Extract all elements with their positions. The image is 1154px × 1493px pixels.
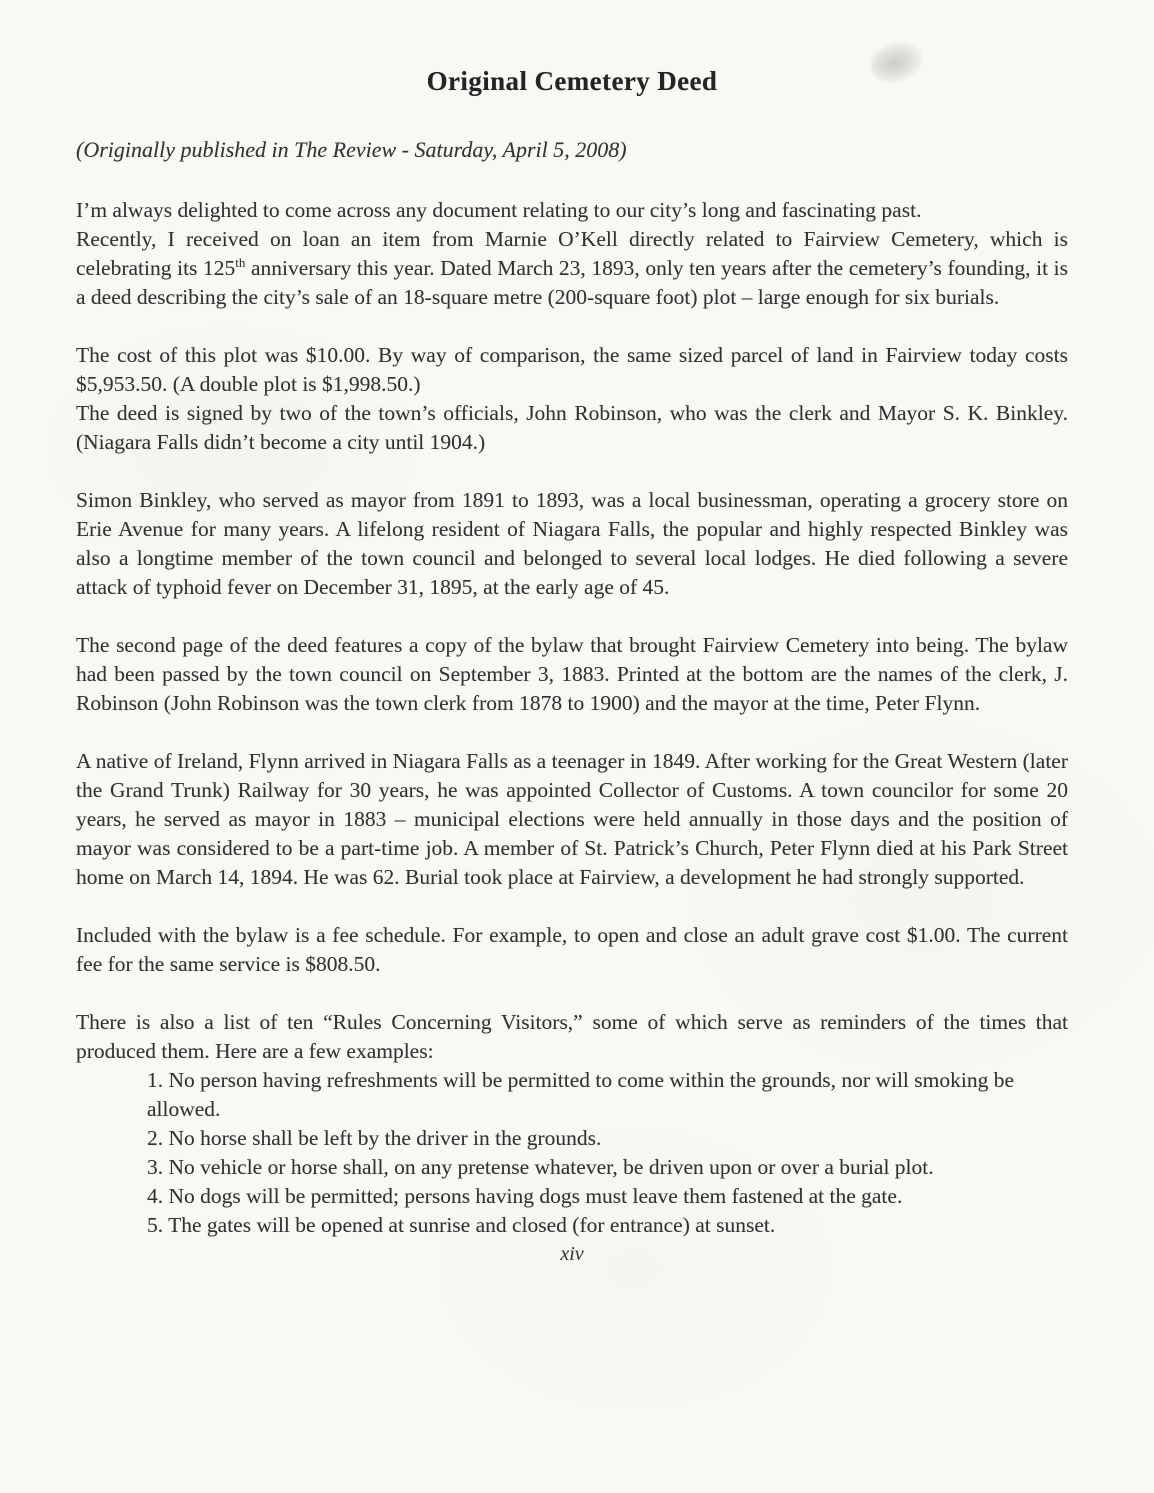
paragraph-deed-signers: The deed is signed by two of the town’s officials, John Robinson, who was the clerk and Mayor S. K. Binkley. (Niagara Falls didn’t become a city until 1904.) [76,401,1068,454]
rule-item-3: 3. No vehicle or horse shall, on any pretense whatever, be driven upon or over a burial plot. [147,1155,934,1179]
paragraph-plot-cost: The cost of this plot was $10.00. By way of comparison, the same sized parcel of land in Fairview today costs $5,953.50. (A double plot is $1,998.50.) [76,343,1068,396]
paragraph-intro: I’m always delighted to come across any document relating to our city’s long and fascinating past. [76,198,922,222]
page-title: Original Cemetery Deed [426,66,718,96]
page-number: xiv [560,1243,584,1265]
paragraph-deed-origin-text-after: anniversary this year. Dated March 23, 1893, only ten years after the cemetery’s founding, it is a deed describing the city’s sale of an 18-square metre (200-square foot) plot – large enough for six burials. [76,256,1068,309]
visitor-rules-list [76,1066,1068,1240]
rule-item-1: 1. No person having refreshments will be permitted to come within the grounds, nor will smoking be allowed. [147,1068,1015,1121]
ordinal-superscript: th [235,254,246,270]
paragraph-rules-intro: There is also a list of ten “Rules Concerning Visitors,” some of which serve as reminders of the times that produced them. Here are a few examples: [76,1010,1068,1063]
paragraph-deed-origin-text-before: Recently, I received on loan an item from Marnie O’Kell directly related to Fairview Cemetery, which is celebrating its 125 [76,227,1068,280]
paragraph-simon-binkley: Simon Binkley, who served as mayor from 1891 to 1893, was a local businessman, operating a grocery store on Erie Avenue for many years. A lifelong resident of Niagara Falls, the popular and highly respected Binkley was also a longtime member of the town council and belonged to several local lodges. He died following a severe attack of typhoid fever on December 31, 1895, at the early age of 45. [76,488,1068,599]
rule-item-4: 4. No dogs will be permitted; persons having dogs must leave them fastened at the gate. [147,1184,903,1208]
publication-note: (Originally published in The Review - Saturday, April 5, 2008) [76,137,627,162]
paragraph-fee-schedule: Included with the bylaw is a fee schedule. For example, to open and close an adult grave cost $1.00. The current fee for the same service is $808.50. [76,923,1068,976]
rule-item-5: 5. The gates will be opened at sunrise and closed (for entrance) at sunset. [147,1213,776,1237]
paragraph-peter-flynn: A native of Ireland, Flynn arrived in Niagara Falls as a teenager in 1849. After working for the Great Western (later the Grand Trunk) Railway for 30 years, he was appointed Collector of Customs. A town councilor for some 20 years, he served as mayor in 1883 – municipal elections were held annually in those days and the position of mayor was considered to be a part-time job. A member of St. Patrick’s Church, Peter Flynn died at his Park Street home on March 14, 1894. He was 62. Burial took place at Fairview, a development he had strongly supported. [76,749,1068,889]
paragraph-deed-origin [76,225,1068,312]
rule-item-2: 2. No horse shall be left by the driver in the grounds. [147,1126,602,1150]
paragraph-bylaw-second-page: The second page of the deed features a copy of the bylaw that brought Fairview Cemetery into being. The bylaw had been passed by the town council on September 3, 1883. Printed at the bottom are the names of the clerk, J. Robinson (John Robinson was the town clerk from 1878 to 1900) and the mayor at the time, Peter Flynn. [76,633,1068,715]
